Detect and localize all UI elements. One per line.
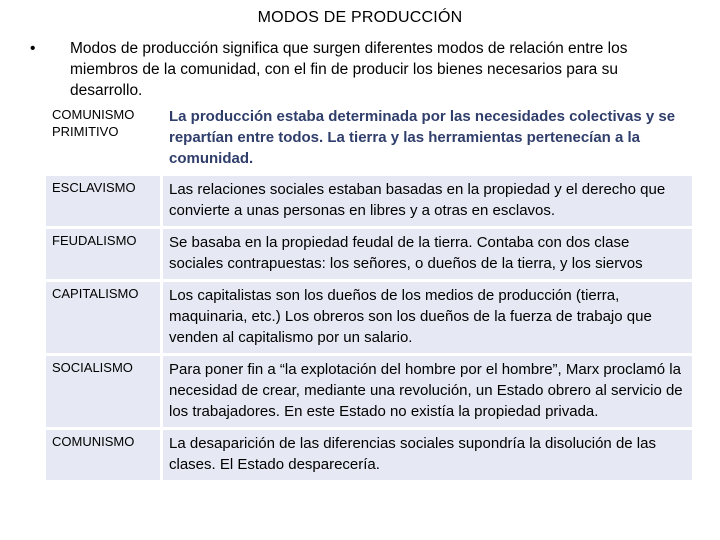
table-row [46, 104, 692, 173]
intro-text: Modos de producción significa que surgen diferentes modos de relación entre los miembros de la comunidad, con el fin de producir los bienes necesarios para su desarrollo. [70, 40, 628, 99]
table-row [46, 173, 692, 226]
table-row [46, 353, 692, 427]
mode-name: SOCIALISMO [46, 353, 163, 427]
mode-description: Para poner fin a “la explotación del hombre por el hombre”, Marx proclamó la necesidad de crear, mediante una revolución, un Estado obrero al servicio de los trabajadores. En este Estado no existía la propiedad privada. [163, 353, 692, 427]
table-row [46, 279, 692, 353]
table-row [46, 226, 692, 279]
mode-description: La desaparición de las diferencias sociales supondría la disolución de las clases. El Estado desparecería. [163, 427, 692, 480]
mode-description: Se basaba en la propiedad feudal de la tierra. Contaba con dos clase sociales contrapuestas: los señores, o dueños de la tierra, y los siervos [163, 226, 692, 279]
mode-description: Los capitalistas son los dueños de los medios de producción (tierra, maquinaria, etc.) Los obreros son los dueños de la fuerza de trabajo que venden al capitalismo por un salario. [163, 279, 692, 353]
table-row [46, 427, 692, 480]
mode-name: ESCLAVISMO [46, 173, 163, 226]
mode-name: COMUNISMO [46, 427, 163, 480]
mode-name: COMUNISMO PRIMITIVO [46, 104, 163, 173]
mode-name: CAPITALISMO [46, 279, 163, 353]
mode-description: La producción estaba determinada por las necesidades colectivas y se repartían entre todos. La tierra y las herramientas pertenecían a la comunidad. [163, 104, 692, 173]
modes-table [46, 104, 692, 480]
intro-paragraph [30, 38, 680, 101]
mode-name: FEUDALISMO [46, 226, 163, 279]
bullet-marker: • [30, 40, 36, 57]
page-title: MODOS DE PRODUCCIÓN [257, 9, 463, 26]
mode-description: Las relaciones sociales estaban basadas en la propiedad y el derecho que convierte a unas personas en libres y a otras en esclavos. [163, 173, 692, 226]
